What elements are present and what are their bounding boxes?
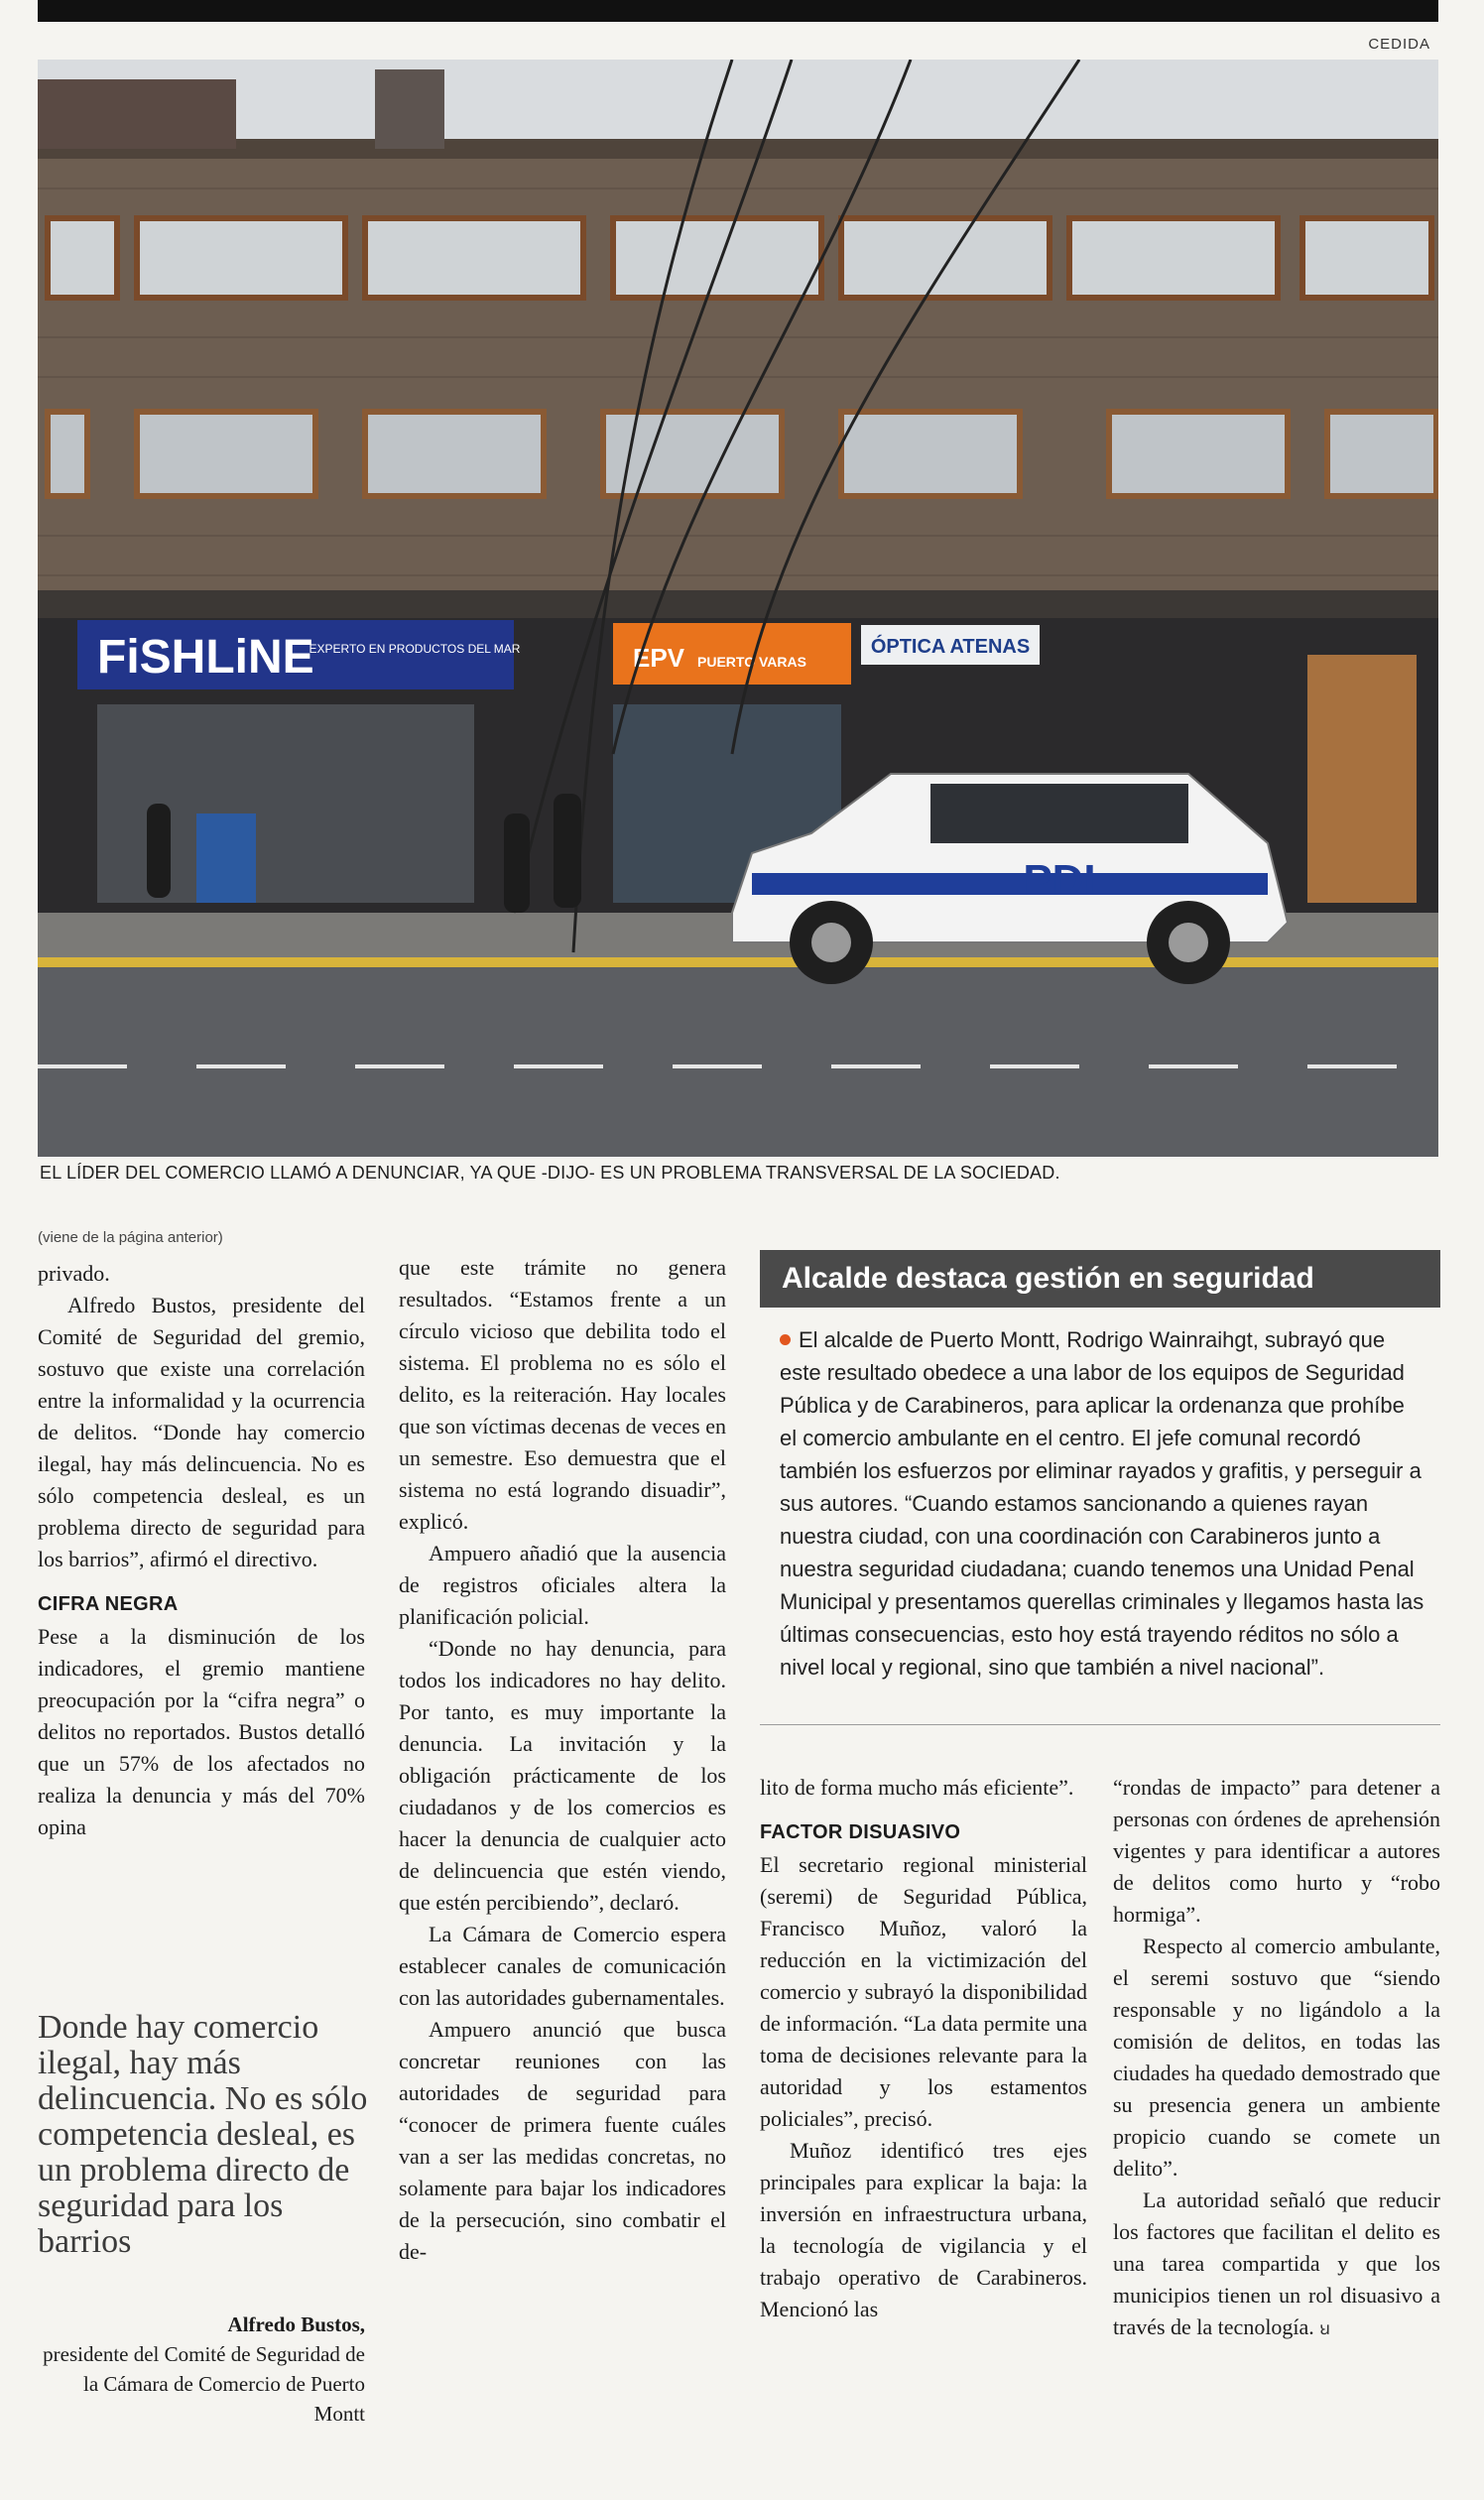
- col4-last-text: La autoridad señaló que reducir los factores que facilitan el delito es una tarea compartida y que los municipios tienen un rol disuasivo a través de la tecnología.: [1113, 2188, 1440, 2339]
- svg-text:EXPERTO EN PRODUCTOS DEL MAR: EXPERTO EN PRODUCTOS DEL MAR: [309, 642, 521, 656]
- col3-paragraph: lito de forma mucho más eficiente”.: [760, 1775, 1074, 1800]
- sidebar-box-text: El alcalde de Puerto Montt, Rodrigo Wainraihgt, subrayó que este resultado obedece a una labor de los equipos de Seguridad Pública y de Carabineros, para aplicar la ordenanza que prohíbe el comercio ambulante en el centro. El jefe comunal recordó también los esfuerzos por eliminar rayados y grafitis, y perseguir a sus autores. “Cuando estamos sancionando a quienes rayan nuestra ciudad, con una coordinación con Carabineros junto a nuestra seguridad ciudadana; cuando tenemos una Unidad Penal Municipal y presentamos querellas criminales y llegamos hasta las últimas consecuencias, esto hoy está trayendo réditos no sólo a nivel local y regional, sino que también a nivel nacional”.: [780, 1327, 1424, 1680]
- col2-paragraph: “Donde no hay denuncia, para todos los indicadores no hay delito. Por tanto, es muy importante la denuncia. La invitación y la obligación prácticamente de los ciudadanos y de los comercios es hacer la denuncia de cualquier acto de delincuencia que estén viendo, que estén percibiendo”, declaró.: [399, 1636, 726, 1915]
- pull-quote-name: Alfredo Bustos,: [227, 2312, 365, 2336]
- photo-caption: EL LÍDER DEL COMERCIO LLAMÓ A DENUNCIAR, YA QUE -DIJO- ES UN PROBLEMA TRANSVERSAL DE LA SOCIEDAD.: [40, 1163, 1060, 1183]
- photo-illustration: [38, 60, 1438, 1157]
- column-4: [1113, 1772, 1440, 2345]
- pull-quote-role: presidente del Comité de Seguridad de la Cámara de Comercio de Puerto Montt: [43, 2342, 365, 2426]
- svg-text:FiSHLiNE: FiSHLiNE: [97, 631, 314, 684]
- sidebar-box-body: [780, 1323, 1426, 1684]
- column-3: [760, 1772, 1087, 2325]
- col2-paragraph: que este trámite no genera resultados. “Estamos frente a un círculo vicioso que debilita todo el sistema. El problema no es sólo el delito, es la reiteración. Hay locales que son víctimas decenas de veces en un semestre. Eso demuestra que el sistema no está logrando disuadir”, explicó.: [399, 1255, 726, 1534]
- col1-paragraph: Pese a la disminución de los indicadores, el gremio mantiene preocupación por la “cifra negra” o delitos no reportados. Bustos detalló que un 57% de los afectados no realiza la denuncia y más del 70% opina: [38, 1624, 365, 1839]
- col3-paragraph: Muñoz identificó tres ejes principales para explicar la baja: la inversión en infraestructura urbana, la tecnología de vigilancia y el trabajo operativo de Carabineros. Mencionó las: [760, 2138, 1087, 2321]
- sidebar-box-title: Alcalde destaca gestión en seguridad: [760, 1250, 1440, 1308]
- end-mark-icon: ꞟ: [1319, 2318, 1330, 2339]
- pull-quote: Donde hay comercio ilegal, hay más delincuencia. No es sólo competencia desleal, es un problema directo de seguridad para los barrios: [38, 2009, 368, 2260]
- continuation-note: (viene de la página anterior): [38, 1229, 223, 1246]
- svg-text:PUERTO VARAS: PUERTO VARAS: [697, 654, 806, 670]
- column-2: [399, 1252, 726, 2268]
- col1-paragraph: privado.: [38, 1261, 110, 1286]
- col4-paragraph: Respecto al comercio ambulante, el seremi sostuvo que “siendo responsable y no ligándolo a la comisión de delitos, en todas las ciudades ha quedado demostrado que su presencia genera un ambiente propicio cuando se comete un delito”.: [1113, 1934, 1440, 2181]
- col2-paragraph: Ampuero añadió que la ausencia de registros oficiales altera la planificación policial.: [399, 1541, 726, 1629]
- svg-text:ÓPTICA ATENAS: ÓPTICA ATENAS: [870, 636, 1031, 658]
- svg-text:PDI: PDI: [1023, 856, 1096, 905]
- photo-credit: CEDIDA: [1368, 36, 1430, 53]
- storefront-photo: [38, 60, 1438, 1157]
- svg-text:EPV: EPV: [633, 643, 685, 673]
- col2-paragraph: Ampuero anunció que busca concretar reuniones con las autoridades de seguridad para “conocer de primera fuente cuáles van a ser las medidas concretas, no solamente para bajar los indicadores de la persecución, sino combatir el de-: [399, 2017, 726, 2264]
- column-1: [38, 1222, 365, 1843]
- section-heading: FACTOR DISUASIVO: [760, 1821, 961, 1843]
- col1-paragraph: Alfredo Bustos, presidente del Comité de Seguridad del gremio, sostuvo que existe una correlación entre la informalidad y la ocurrencia de delitos. “Donde hay comercio ilegal, hay más delincuencia. No es sólo competencia desleal, es un problema directo de seguridad para los barrios”, afirmó el directivo.: [38, 1293, 365, 1571]
- col4-paragraph: “rondas de impacto” para detener a personas con órdenes de aprehensión vigentes y para identificar a autores de delitos como hurto y “robo hormiga”.: [1113, 1775, 1440, 1927]
- bullet-dot-icon: [780, 1334, 791, 1345]
- col2-paragraph: La Cámara de Comercio espera establecer canales de comunicación con las autoridades gubernamentales.: [399, 1922, 726, 2010]
- sidebar-box-rule: [760, 1724, 1440, 1725]
- col3-paragraph: El secretario regional ministerial (seremi) de Seguridad Pública, Francisco Muñoz, valoró la reducción en la victimización del comercio y subrayó la disponibilidad de información. “La data permite una toma de decisiones relevante para la autoridad y los estamentos policiales”, precisó.: [760, 1852, 1087, 2131]
- col4-paragraph: [1113, 2185, 1440, 2345]
- top-rule: [38, 0, 1438, 22]
- section-heading: CIFRA NEGRA: [38, 1593, 179, 1615]
- pull-quote-attribution: [38, 2310, 365, 2429]
